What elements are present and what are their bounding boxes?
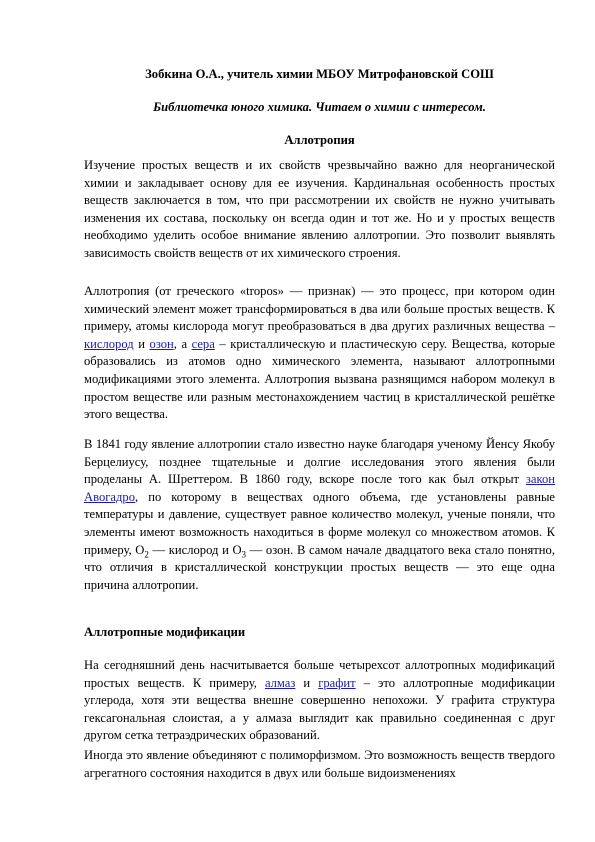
link-oxygen[interactable]: кислород [84, 336, 134, 351]
document-title: Аллотропия [284, 133, 355, 147]
paragraph-intro: Изучение простых веществ и их свойств чрезвычайно важно для неорганической химии и закладывает основу для ее изучения. Кардинальная особенность простых веществ заключается в том, что при рассмотрении их свойств не нужно учитывать изменения их состава, поскольку он всегда один и тот же. Но и у простых веществ необходимо уделить особое внимание явлению аллотропии. Это позволит выявлять зависимость свойств веществ от их химического строения. [84, 158, 555, 260]
document-subtitle: Библиотечка юного химика. Читаем о химии с интересом. [153, 100, 486, 114]
paragraph-text: – кристаллическую и пластическую серу. Вещества, которые образовались из атомов одно химического элемента, называют аллотропными модификациями этого элемента. Аллотропия вызвана разнящимся набором молекул в простом веществе или разным местонахождением частиц в кристаллической решётке этого вещества. [84, 336, 555, 422]
paragraph-history [84, 436, 555, 594]
paragraph-text: и [133, 336, 150, 351]
paragraph-text: и [295, 675, 319, 690]
link-diamond[interactable]: алмаз [264, 675, 296, 690]
link-ozone[interactable]: озон [149, 336, 174, 351]
link-sulfur[interactable]: сера [191, 336, 215, 351]
section-heading: Аллотропные модификации [84, 625, 246, 639]
subscript-o2: 2 [144, 549, 149, 560]
subscript-o3: 3 [241, 549, 247, 560]
paragraph-polymorphism: Иногда это явление объединяют с полиморфизмом. Это возможность веществ твердого агрегатного состояния находится в двух или больше видоизменениях [84, 748, 555, 780]
paragraph-text: – это аллотропные модификации углерода, хотя эти вещества внешне совершенно непохожи. У графита структура гексагональная слоистая, а у алмаза выглядит как правильно соединенная с друг другом сетка тетраэдрических образований. [84, 675, 555, 743]
paragraph-allotropy-definition [84, 283, 555, 424]
paragraph-modifications [84, 657, 555, 745]
link-avogadro-law[interactable]: закон Авогадро [84, 472, 555, 504]
author-line: Зобкина О.А., учитель химии МБОУ Митрофановской СОШ [145, 67, 494, 81]
link-graphite[interactable]: графит [318, 675, 356, 690]
paragraph-text: , по которому в веществах одного объема, где установлены равные температуры и давление, существует равное количество молекул, ученые поняли, что элементы имеют возможность находиться в форме молекул со множеством атомов. К примеру, O [84, 489, 555, 557]
paragraph-text: — кислород и O [148, 542, 242, 557]
paragraph-text: — озон. В самом начале двадцатого века стало понятно, что отличия в кристаллической конструкции простых веществ — это еще одна причина аллотропии. [84, 542, 555, 592]
paragraph-text: В 1841 году явление аллотропии стало известно науке благодаря ученому Йенсу Якобу Берцелиусу, позднее тщательные и долгие исследования этого явления были проделаны А. Шреттером. В 1860 году, вскоре после того как был открыт [84, 437, 555, 487]
paragraph-text: Аллотропия (от греческого «tropos» — признак) — это процесс, при котором один химический элемент может трансформироваться в два или больше простых веществ. К примеру, атомы кислорода могут преобразоваться в два других различных вещества – [84, 284, 555, 334]
paragraph-text: , а [173, 336, 192, 351]
paragraph-text: На сегодняшний день насчитывается больше четырехсот аллотропных модификаций простых веществ. К примеру, [84, 658, 555, 690]
